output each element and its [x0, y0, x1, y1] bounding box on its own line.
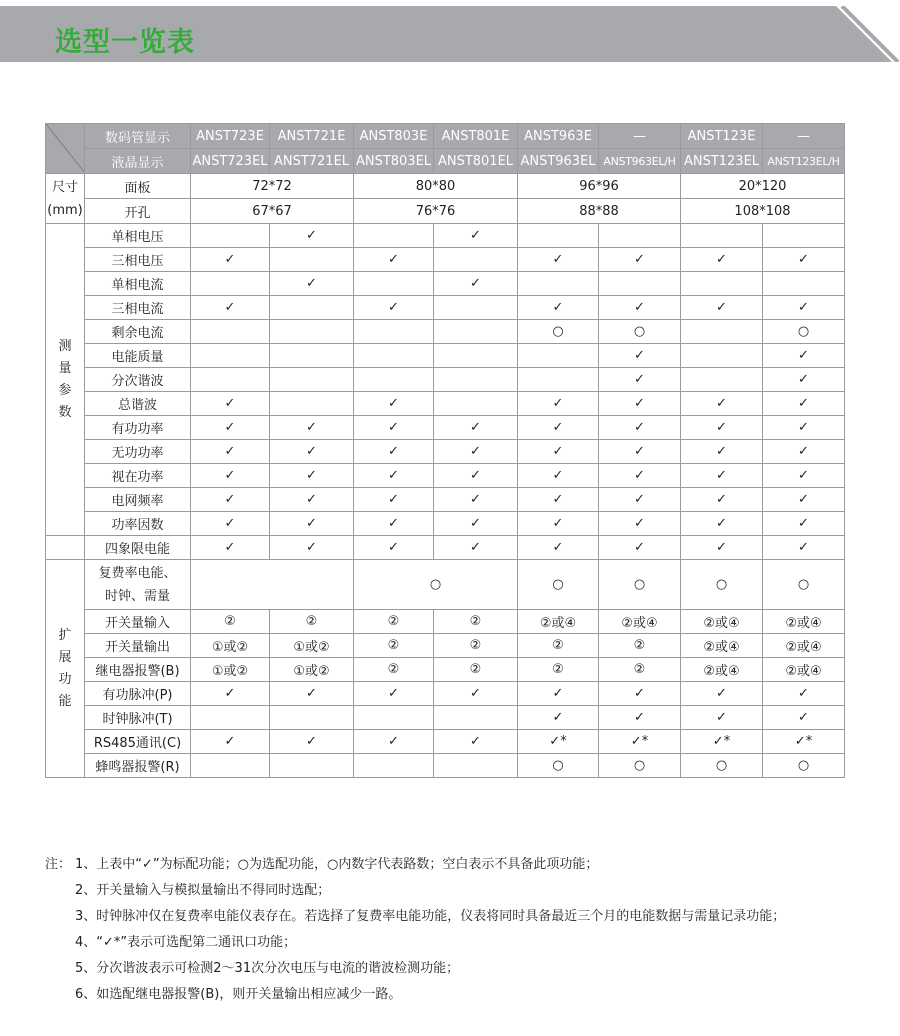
table-cell: ✓	[763, 392, 845, 416]
note-text: 5、分次谐波表示可检测2～31次分次电压与电流的谐波检测功能；	[75, 961, 460, 976]
table-cell: ✓	[518, 488, 599, 512]
notes-section	[45, 852, 785, 1008]
panel-size: 96*96	[518, 174, 681, 199]
row-label: 蜂鸣器报警(R)	[85, 754, 191, 778]
table-cell: ✓	[681, 416, 763, 440]
table-cell	[434, 344, 518, 368]
table-cell	[270, 392, 354, 416]
table-cell: ✓	[518, 682, 599, 706]
row-label: 开关量输出	[85, 634, 191, 658]
table-cell: ②	[518, 634, 599, 658]
table-cell	[191, 344, 270, 368]
table-cell: ✓	[191, 464, 270, 488]
table-cell: ✓	[354, 536, 434, 560]
table-cell	[270, 754, 354, 778]
table-cell: ①或②	[191, 658, 270, 682]
table-cell: ✓	[191, 488, 270, 512]
note-item	[45, 904, 785, 930]
table-cell: ✓	[354, 392, 434, 416]
table-cell	[354, 706, 434, 730]
table-cell	[270, 320, 354, 344]
size-group-label	[46, 174, 85, 224]
row-label: 继电器报警(B)	[85, 658, 191, 682]
row-label: 单相电压	[85, 224, 191, 248]
table-cell: ○	[681, 560, 763, 610]
header-row-led	[46, 124, 845, 149]
table-row	[46, 320, 845, 344]
table-cell	[354, 754, 434, 778]
table-cell: ✓	[763, 464, 845, 488]
row-label: 四象限电能	[85, 536, 191, 560]
group-char: 参	[58, 382, 72, 398]
table-cell	[191, 560, 354, 610]
table-cell	[434, 320, 518, 344]
table-cell: ✓	[763, 296, 845, 320]
quadrant-row	[46, 536, 845, 560]
header-led-label: 数码管显示	[85, 124, 191, 149]
table-cell: ✓	[763, 368, 845, 392]
note-text: 6、如选配继电器报警(B)，则开关量输出相应减少一路。	[75, 987, 402, 1002]
table-cell: ✓	[191, 730, 270, 754]
table-row	[46, 464, 845, 488]
led-model: ANST123E	[681, 124, 763, 149]
table-cell: ✓	[354, 440, 434, 464]
table-cell: ✓	[354, 296, 434, 320]
table-cell: ✓	[599, 706, 681, 730]
table-cell	[518, 224, 599, 248]
table-cell: ✓	[518, 248, 599, 272]
table-cell: ✓*	[681, 730, 763, 754]
table-cell: ✓	[270, 488, 354, 512]
led-model: ANST963E	[518, 124, 599, 149]
table-cell: ✓	[434, 440, 518, 464]
cutout-size: 76*76	[354, 199, 518, 224]
lcd-model: ANST963EL	[518, 149, 599, 174]
table-cell: ①或②	[270, 658, 354, 682]
table-cell: ✓	[191, 440, 270, 464]
table-row	[46, 730, 845, 754]
cutout-size: 108*108	[681, 199, 845, 224]
table-cell: ✓	[599, 682, 681, 706]
table-cell: ✓	[518, 392, 599, 416]
note-text: 4、“✓*”表示可选配第二通讯口功能；	[75, 935, 297, 950]
table-cell: ○	[599, 560, 681, 610]
row-label: 总谐波	[85, 392, 191, 416]
table-cell: ✓	[763, 248, 845, 272]
table-cell	[434, 392, 518, 416]
table-cell	[681, 368, 763, 392]
table-cell: ②或④	[681, 658, 763, 682]
table-cell: ✓	[518, 512, 599, 536]
table-cell: ②或④	[763, 634, 845, 658]
led-model: ANST803E	[354, 124, 434, 149]
measure-section	[46, 224, 845, 536]
row-label: 无功功率	[85, 440, 191, 464]
table-cell	[270, 296, 354, 320]
page-title: 选型一览表	[55, 27, 195, 58]
group-char: 功	[58, 671, 72, 687]
table-cell: ✓	[270, 440, 354, 464]
table-row	[46, 560, 845, 610]
table-cell: ✓	[434, 730, 518, 754]
table-cell: ①或②	[270, 634, 354, 658]
group-char: 扩	[58, 627, 72, 643]
table-cell: ✓	[681, 392, 763, 416]
table-cell: ✓	[518, 416, 599, 440]
diagonal-line	[46, 124, 85, 173]
table-cell	[191, 272, 270, 296]
table-cell	[270, 368, 354, 392]
table-cell: ②	[599, 658, 681, 682]
table-cell: ✓	[599, 488, 681, 512]
table-cell: ✓	[681, 248, 763, 272]
panel-size: 80*80	[354, 174, 518, 199]
table-cell: ✓	[354, 416, 434, 440]
lcd-model: ANST123EL	[681, 149, 763, 174]
table-cell	[354, 224, 434, 248]
table-cell: ✓	[191, 296, 270, 320]
lcd-model: ANST801EL	[434, 149, 518, 174]
table-cell: ✓	[599, 296, 681, 320]
measure-group-label	[46, 224, 85, 536]
table-cell: ✓	[681, 682, 763, 706]
table-cell: ○	[681, 754, 763, 778]
table-cell	[763, 224, 845, 248]
table-cell: ✓	[518, 536, 599, 560]
size-panel-row	[46, 174, 845, 199]
table-cell: ✓	[434, 488, 518, 512]
row-label: 剩余电流	[85, 320, 191, 344]
table-cell: ✓	[763, 512, 845, 536]
table-cell: ②	[434, 610, 518, 634]
table-cell	[191, 706, 270, 730]
table-row	[46, 248, 845, 272]
table-cell: ✓	[354, 512, 434, 536]
row-label: 单相电流	[85, 272, 191, 296]
table-cell: ✓	[270, 682, 354, 706]
note-text: 2、开关量输入与模拟量输出不得同时选配；	[75, 883, 331, 898]
row-label: 开关量输入	[85, 610, 191, 634]
table-cell: ②或④	[599, 610, 681, 634]
table-cell: ✓	[681, 440, 763, 464]
table-cell	[354, 344, 434, 368]
header-lcd-label: 液晶显示	[85, 149, 191, 174]
table-cell: ✓	[270, 464, 354, 488]
table-cell: ○	[763, 320, 845, 344]
table-cell	[354, 320, 434, 344]
table-cell: ○	[763, 754, 845, 778]
table-cell	[681, 272, 763, 296]
table-cell: ✓	[354, 464, 434, 488]
table-cell: ✓	[354, 682, 434, 706]
table-cell: ✓	[599, 416, 681, 440]
group-char: 量	[58, 360, 72, 376]
note-item	[45, 852, 785, 878]
table-row	[46, 440, 845, 464]
table-row	[46, 392, 845, 416]
table-cell: ✓	[434, 512, 518, 536]
row-label-line1: 复费率电能、	[98, 565, 177, 581]
table-cell: ✓	[270, 536, 354, 560]
table-cell: ✓	[354, 730, 434, 754]
table-cell: ✓	[518, 296, 599, 320]
table-cell	[518, 368, 599, 392]
size-cutout-row	[46, 199, 845, 224]
table-row	[46, 706, 845, 730]
row-label: 有功功率	[85, 416, 191, 440]
table-cell	[518, 344, 599, 368]
table-row	[46, 658, 845, 682]
table-cell: ✓	[681, 296, 763, 320]
table-row	[46, 368, 845, 392]
table-cell	[191, 320, 270, 344]
table-cell: ✓	[191, 536, 270, 560]
table-cell	[434, 706, 518, 730]
table-cell: ✓	[681, 464, 763, 488]
table-cell: ○	[518, 560, 599, 610]
panel-size: 20*120	[681, 174, 845, 199]
table-cell	[191, 368, 270, 392]
table-cell	[681, 224, 763, 248]
row-label: 功率因数	[85, 512, 191, 536]
lcd-model: ANST721EL	[270, 149, 354, 174]
table-cell: ✓	[599, 512, 681, 536]
lcd-model: ANST123EL/H	[763, 149, 845, 174]
table-cell	[191, 224, 270, 248]
table-cell: ✓	[191, 248, 270, 272]
lcd-model: ANST723EL	[191, 149, 270, 174]
table-cell: ✓	[599, 440, 681, 464]
row-label: 分次谐波	[85, 368, 191, 392]
cutout-size: 88*88	[518, 199, 681, 224]
led-model: —	[599, 124, 681, 149]
table-cell: ○	[354, 560, 518, 610]
lcd-model: ANST963EL/H	[599, 149, 681, 174]
group-char: 能	[58, 693, 72, 709]
table-cell: ✓	[434, 224, 518, 248]
table-cell: ✓	[270, 272, 354, 296]
led-model: ANST721E	[270, 124, 354, 149]
table-cell: ✓	[599, 536, 681, 560]
note-text: 1、上表中“✓”为标配功能；○为选配功能，○内数字代表路数；空白表示不具备此项功能；	[75, 857, 599, 872]
table-cell: ✓	[434, 416, 518, 440]
table-row	[46, 512, 845, 536]
table-row	[46, 754, 845, 778]
cutout-size: 67*67	[191, 199, 354, 224]
row-label: 电网频率	[85, 488, 191, 512]
panel-label: 面板	[85, 174, 191, 199]
table-cell: ✓	[763, 344, 845, 368]
table-cell: ②	[434, 658, 518, 682]
led-model: —	[763, 124, 845, 149]
table-cell: ✓	[270, 224, 354, 248]
table-cell: ○	[518, 754, 599, 778]
table-cell: ✓	[599, 344, 681, 368]
table-row	[46, 634, 845, 658]
quadrant-group-cell	[46, 536, 85, 560]
table-cell: ✓	[434, 536, 518, 560]
table-cell: ✓	[434, 272, 518, 296]
table-cell: ○	[763, 560, 845, 610]
row-label: 三相电压	[85, 248, 191, 272]
table-cell: ✓	[518, 440, 599, 464]
note-item	[45, 930, 785, 956]
note-item	[45, 982, 785, 1008]
table-cell: ✓	[681, 488, 763, 512]
table-cell	[434, 296, 518, 320]
header-row-lcd	[46, 149, 845, 174]
table-cell: ①或②	[191, 634, 270, 658]
table-cell	[191, 754, 270, 778]
panel-size: 72*72	[191, 174, 354, 199]
cutout-label: 开孔	[85, 199, 191, 224]
table-cell: ✓	[191, 392, 270, 416]
table-cell: ✓	[599, 464, 681, 488]
table-cell: ✓	[270, 512, 354, 536]
table-cell	[681, 344, 763, 368]
table-cell: ✓	[191, 416, 270, 440]
table-row	[46, 296, 845, 320]
table-cell	[434, 754, 518, 778]
group-char: 数	[58, 404, 72, 420]
row-label	[85, 560, 191, 610]
table-cell	[434, 248, 518, 272]
table-cell	[763, 272, 845, 296]
table-cell: ○	[599, 754, 681, 778]
row-label: 电能质量	[85, 344, 191, 368]
table-cell: ②或④	[681, 634, 763, 658]
table-row	[46, 416, 845, 440]
row-label-line2: 时钟、需量	[104, 588, 170, 604]
table-cell: ✓	[270, 416, 354, 440]
table-cell: ②	[191, 610, 270, 634]
table-cell	[270, 706, 354, 730]
size-group-line2: (mm)	[47, 202, 83, 218]
table-cell: ✓	[434, 682, 518, 706]
table-cell	[270, 344, 354, 368]
table-cell: ✓	[191, 512, 270, 536]
group-char: 测	[58, 338, 72, 354]
table-row	[46, 344, 845, 368]
table-cell: ✓	[191, 682, 270, 706]
table-cell: ✓*	[518, 730, 599, 754]
table-cell	[354, 272, 434, 296]
table-cell: ②	[434, 634, 518, 658]
selection-table	[45, 123, 845, 778]
led-model: ANST723E	[191, 124, 270, 149]
row-label: 三相电流	[85, 296, 191, 320]
table-cell: ✓	[681, 536, 763, 560]
table-cell: ✓	[763, 416, 845, 440]
table-cell: ②或④	[763, 610, 845, 634]
table-cell: ②	[354, 610, 434, 634]
table-cell: ✓	[763, 440, 845, 464]
table-cell: ✓	[681, 512, 763, 536]
table-cell: ✓	[599, 368, 681, 392]
table-cell: ②或④	[763, 658, 845, 682]
table-cell: ✓	[354, 488, 434, 512]
table-cell: ✓	[434, 464, 518, 488]
table-cell: ②	[354, 658, 434, 682]
lcd-model: ANST803EL	[354, 149, 434, 174]
row-label: 视在功率	[85, 464, 191, 488]
table-cell: ✓	[763, 682, 845, 706]
table-cell: ✓	[270, 730, 354, 754]
led-model: ANST801E	[434, 124, 518, 149]
table-cell: ✓	[763, 488, 845, 512]
table-cell: ○	[518, 320, 599, 344]
row-label: 时钟脉冲(T)	[85, 706, 191, 730]
table-row	[46, 682, 845, 706]
corner-cell	[46, 124, 85, 174]
table-cell	[681, 320, 763, 344]
table-cell	[599, 224, 681, 248]
table-cell: ✓	[681, 706, 763, 730]
table-cell: ✓	[763, 706, 845, 730]
extension-section	[46, 560, 845, 778]
table-row	[46, 224, 845, 248]
table-cell: ②	[599, 634, 681, 658]
table-cell: ✓	[599, 392, 681, 416]
row-label: RS485通讯(C)	[85, 730, 191, 754]
table-cell	[354, 368, 434, 392]
note-text: 3、时钟脉冲仅在复费率电能仪表存在。若选择了复费率电能功能，仪表将同时具备最近三个月的电能数据与需量记录功能；	[75, 909, 786, 924]
table-cell: ②	[518, 658, 599, 682]
table-cell	[270, 248, 354, 272]
extension-group-label	[46, 560, 85, 778]
note-item	[45, 878, 785, 904]
table-cell: ✓	[354, 248, 434, 272]
note-item	[45, 956, 785, 982]
table-cell: ②	[270, 610, 354, 634]
table-cell: ②或④	[518, 610, 599, 634]
group-char: 展	[58, 649, 72, 665]
table-cell: ✓	[518, 464, 599, 488]
table-cell: ✓	[518, 706, 599, 730]
table-cell	[434, 368, 518, 392]
table-cell: ✓*	[599, 730, 681, 754]
table-row	[46, 610, 845, 634]
table-cell: ②	[354, 634, 434, 658]
size-group-line1: 尺寸	[51, 179, 78, 195]
table-row	[46, 272, 845, 296]
notes-prefix: 注：	[45, 857, 72, 872]
table-row	[46, 488, 845, 512]
table-cell: ✓	[599, 248, 681, 272]
title-banner	[0, 6, 900, 62]
table-cell	[518, 272, 599, 296]
table-cell: ○	[599, 320, 681, 344]
table-cell: ✓*	[763, 730, 845, 754]
row-label: 有功脉冲(P)	[85, 682, 191, 706]
table-cell: ✓	[763, 536, 845, 560]
table-cell: ②或④	[681, 610, 763, 634]
table-cell	[599, 272, 681, 296]
